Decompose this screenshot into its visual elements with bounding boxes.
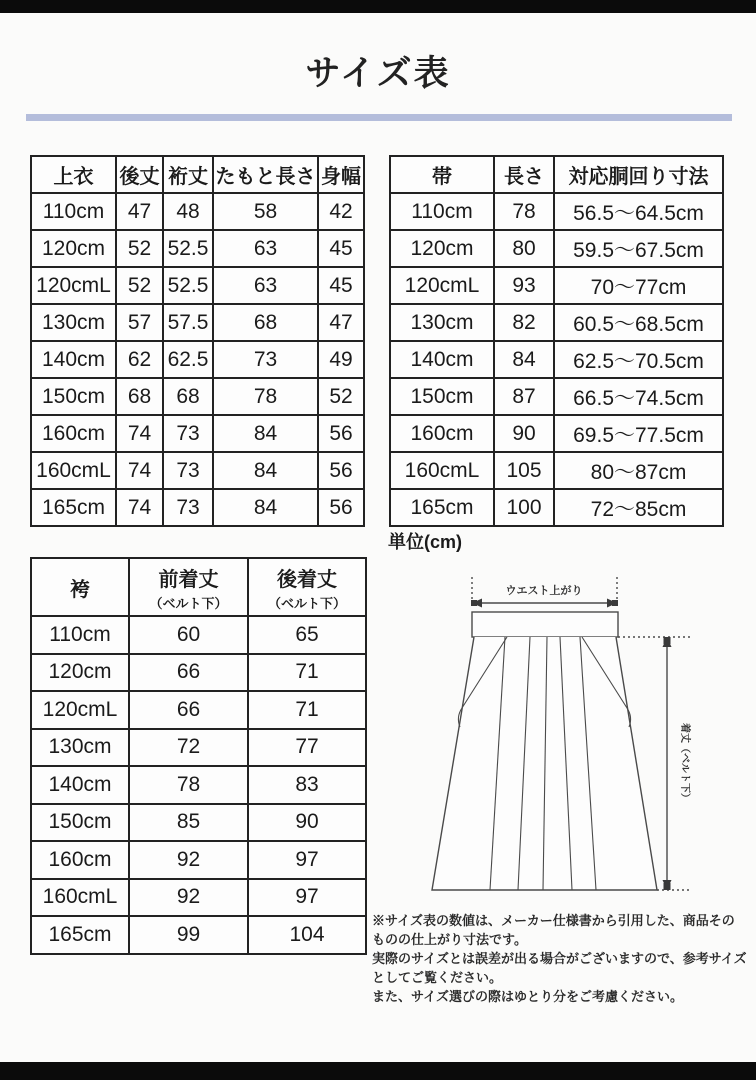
value-cell: 69.5～77.5cm [554, 415, 723, 452]
size-cell: 110cm [31, 193, 116, 230]
column-header [129, 558, 248, 616]
size-cell: 165cm [390, 489, 494, 526]
size-cell: 140cm [31, 766, 129, 804]
value-cell: 80 [494, 230, 554, 267]
value-cell: 74 [116, 489, 163, 526]
size-cell: 120cm [390, 230, 494, 267]
table-row [31, 267, 364, 304]
value-cell: 74 [116, 415, 163, 452]
table-row [31, 804, 366, 842]
obi-size-table [389, 155, 724, 527]
value-cell: 73 [213, 341, 318, 378]
table-row [390, 452, 723, 489]
value-cell: 84 [213, 415, 318, 452]
table-row [31, 415, 364, 452]
value-cell: 77 [248, 729, 366, 767]
column-header: 上衣 [31, 156, 116, 193]
size-cell: 150cm [31, 378, 116, 415]
table-row [390, 415, 723, 452]
value-cell: 63 [213, 267, 318, 304]
value-cell: 52 [116, 230, 163, 267]
value-cell: 68 [163, 378, 213, 415]
value-cell: 72 [129, 729, 248, 767]
table-row [31, 193, 364, 230]
table-row [390, 304, 723, 341]
value-cell: 99 [129, 916, 248, 954]
value-cell: 62.5 [163, 341, 213, 378]
table-row [31, 879, 366, 917]
unit-note: 単位(cm) [388, 532, 463, 552]
value-cell: 59.5～67.5cm [554, 230, 723, 267]
value-cell: 45 [318, 267, 364, 304]
value-cell: 62 [116, 341, 163, 378]
value-cell: 68 [213, 304, 318, 341]
table-row [31, 452, 364, 489]
value-cell: 80～87cm [554, 452, 723, 489]
size-cell: 165cm [31, 916, 129, 954]
column-header-main: 後着丈 [277, 568, 337, 591]
column-header: 裄丈 [163, 156, 213, 193]
value-cell: 83 [248, 766, 366, 804]
value-cell: 52 [318, 378, 364, 415]
value-cell: 57 [116, 304, 163, 341]
table-row [390, 489, 723, 526]
value-cell: 66.5～74.5cm [554, 378, 723, 415]
table-row [31, 304, 364, 341]
value-cell: 62.5～70.5cm [554, 341, 723, 378]
value-cell: 57.5 [163, 304, 213, 341]
size-cell: 120cmL [31, 691, 129, 729]
table-row [31, 378, 364, 415]
value-cell: 60 [129, 616, 248, 654]
value-cell: 104 [248, 916, 366, 954]
column-header: 対応胴回り寸法 [554, 156, 723, 193]
arrow-dot [664, 883, 671, 890]
size-cell: 160cm [31, 415, 116, 452]
value-cell: 90 [494, 415, 554, 452]
waist-width-label: ウエスト上がり [505, 585, 583, 597]
size-cell: 130cm [390, 304, 494, 341]
value-cell: 78 [129, 766, 248, 804]
value-cell: 66 [129, 691, 248, 729]
table-row [31, 230, 364, 267]
value-cell: 56 [318, 415, 364, 452]
footnote-line: また、サイズ選びの際はゆとり分をご考慮ください。 [372, 989, 683, 1004]
size-cell: 150cm [390, 378, 494, 415]
table-row [31, 654, 366, 692]
value-cell: 93 [494, 267, 554, 304]
size-cell: 160cmL [390, 452, 494, 489]
hakama-diagram [410, 565, 740, 905]
column-header: 帯 [390, 156, 494, 193]
size-cell: 165cm [31, 489, 116, 526]
value-cell: 97 [248, 841, 366, 879]
value-cell: 49 [318, 341, 364, 378]
size-cell: 130cm [31, 304, 116, 341]
bottom-black-bar [0, 1062, 756, 1080]
table-row [31, 766, 366, 804]
value-cell: 72～85cm [554, 489, 723, 526]
value-cell: 45 [318, 230, 364, 267]
table-row [31, 489, 364, 526]
value-cell: 87 [494, 378, 554, 415]
garment-length-label: 着丈（ベルト下） [679, 723, 690, 803]
value-cell: 92 [129, 879, 248, 917]
value-cell: 84 [213, 489, 318, 526]
table-row [31, 616, 366, 654]
value-cell: 52.5 [163, 230, 213, 267]
arrow-dot [471, 600, 477, 606]
title-divider [26, 114, 732, 121]
column-header: たもと長さ [213, 156, 318, 193]
value-cell: 66 [129, 654, 248, 692]
value-cell: 70～77cm [554, 267, 723, 304]
footnote-line: ※サイズ表の数値は、メーカー仕様書から引用した、商品その [372, 913, 735, 928]
footnote-line: 実際のサイズとは誤差が出る場合がございますので、参考サイズ [372, 951, 747, 966]
size-cell: 140cm [31, 341, 116, 378]
jacket-size-table [30, 155, 365, 527]
value-cell: 56.5～64.5cm [554, 193, 723, 230]
size-cell: 110cm [31, 616, 129, 654]
value-cell: 52.5 [163, 267, 213, 304]
column-header: 長さ [494, 156, 554, 193]
waistband [472, 612, 618, 637]
value-cell: 85 [129, 804, 248, 842]
table-row [31, 729, 366, 767]
size-cell: 120cmL [31, 267, 116, 304]
value-cell: 82 [494, 304, 554, 341]
table-row [31, 841, 366, 879]
value-cell: 74 [116, 452, 163, 489]
size-cell: 140cm [390, 341, 494, 378]
value-cell: 78 [494, 193, 554, 230]
value-cell: 65 [248, 616, 366, 654]
size-cell: 120cm [31, 654, 129, 692]
table-header-row [31, 558, 366, 616]
table-row [390, 193, 723, 230]
value-cell: 56 [318, 489, 364, 526]
column-header: 袴 [31, 558, 129, 616]
value-cell: 58 [213, 193, 318, 230]
column-header-sub: （ベルト下） [267, 595, 346, 611]
column-header [248, 558, 366, 616]
size-cell: 110cm [390, 193, 494, 230]
table-row [31, 916, 366, 954]
table-row [390, 341, 723, 378]
value-cell: 73 [163, 452, 213, 489]
size-cell: 160cm [390, 415, 494, 452]
arrow-dot [664, 637, 671, 644]
footnote [372, 911, 754, 1006]
page-title: サイズ表 [305, 54, 451, 93]
hakama-size-table [30, 557, 367, 955]
value-cell: 48 [163, 193, 213, 230]
value-cell: 73 [163, 415, 213, 452]
size-cell: 160cmL [31, 452, 116, 489]
column-header: 身幅 [318, 156, 364, 193]
arrow-dot [612, 600, 618, 606]
size-cell: 160cmL [31, 879, 129, 917]
value-cell: 42 [318, 193, 364, 230]
column-header-main: 前着丈 [158, 568, 219, 591]
value-cell: 105 [494, 452, 554, 489]
column-header-sub: （ベルト下） [149, 595, 228, 611]
value-cell: 100 [494, 489, 554, 526]
value-cell: 47 [116, 193, 163, 230]
size-cell: 150cm [31, 804, 129, 842]
size-cell: 120cmL [390, 267, 494, 304]
value-cell: 78 [213, 378, 318, 415]
value-cell: 60.5～68.5cm [554, 304, 723, 341]
value-cell: 71 [248, 654, 366, 692]
column-header: 後丈 [116, 156, 163, 193]
table-row [31, 341, 364, 378]
value-cell: 73 [163, 489, 213, 526]
value-cell: 92 [129, 841, 248, 879]
top-black-bar [0, 0, 756, 13]
size-cell: 130cm [31, 729, 129, 767]
value-cell: 56 [318, 452, 364, 489]
table-header-row [390, 156, 723, 193]
value-cell: 52 [116, 267, 163, 304]
value-cell: 63 [213, 230, 318, 267]
value-cell: 47 [318, 304, 364, 341]
size-cell: 160cm [31, 841, 129, 879]
value-cell: 84 [213, 452, 318, 489]
value-cell: 71 [248, 691, 366, 729]
table-row [390, 267, 723, 304]
value-cell: 84 [494, 341, 554, 378]
value-cell: 90 [248, 804, 366, 842]
table-row [31, 691, 366, 729]
table-header-row [31, 156, 364, 193]
footnote-line: ものの仕上がり寸法です。 [372, 932, 527, 947]
footnote-line: としてご覧ください。 [372, 970, 503, 985]
table-row [390, 230, 723, 267]
value-cell: 97 [248, 879, 366, 917]
size-cell: 120cm [31, 230, 116, 267]
value-cell: 68 [116, 378, 163, 415]
table-row [390, 378, 723, 415]
